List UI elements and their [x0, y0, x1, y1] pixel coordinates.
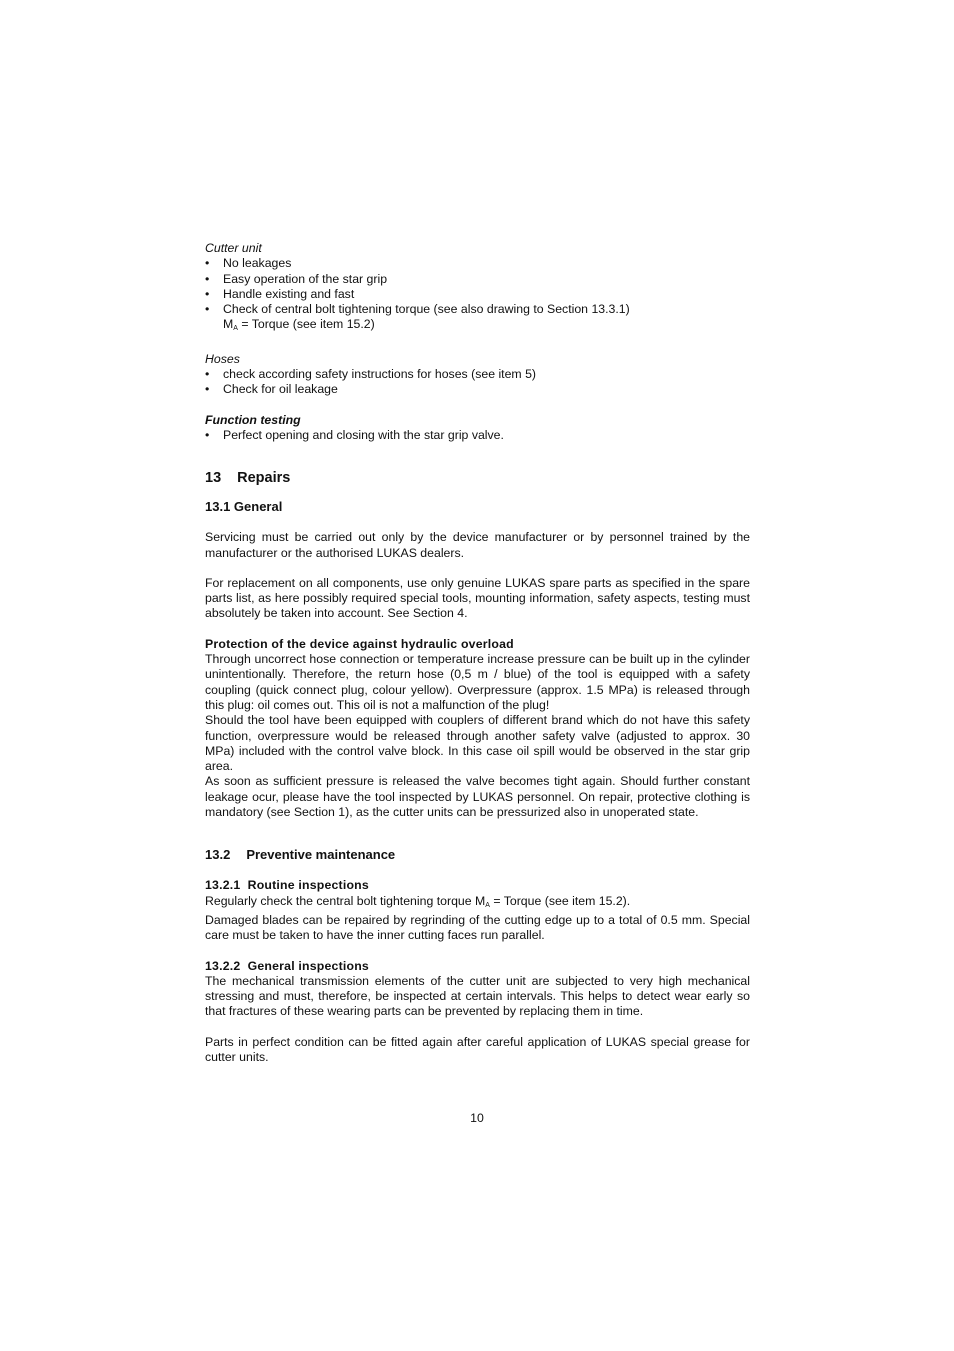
general-inspections-paragraph-1: The mechanical transmission elements of the cutter unit are subjected to very high mechanical stressing and must, therefore, be inspected at certain intervals. This helps to detect wear early so that fractures of these wearing parts can be prevented by replacing them in time. — [205, 973, 750, 1019]
bullet: • — [205, 271, 210, 286]
general-inspections-heading: 13.2.2 General inspections — [205, 958, 369, 973]
torque-note: $M_A$ = Torque (see item 15.2) — [223, 317, 375, 333]
protection-paragraph-3: As soon as sufficient pressure is released the valve becomes tight again. Should further constant leakage ocur, please have the tool inspected by LUKAS personnel. On repair, protective clothing is mandatory (see Section 1), as the cutter units can be pressurized also in unoperated state. — [205, 774, 750, 820]
routine-paragraph-2: Damaged blades can be repaired by regrinding of the cutting edge up to a total of 0.5 mm. Special care must be taken to have the inner cutting faces run parallel. — [205, 912, 750, 943]
general-paragraph-1: Servicing must be carried out only by the device manufacturer or by personnel trained by the manufacturer or the authorised LUKAS dealers. — [205, 530, 750, 560]
protection-heading: Protection of the device against hydraulic overload — [205, 636, 514, 651]
section-13-heading: 13 Repairs — [205, 470, 291, 487]
general-inspections-paragraph-2: Parts in perfect condition can be fitted again after careful application of LUKAS special grease for cutter units. — [205, 1034, 750, 1064]
list-item: • Handle existing and fast — [205, 286, 355, 301]
list-item: • No leakages — [205, 256, 292, 271]
routine-paragraph-1: Regularly check the central bolt tightening torque $M_A$ = Torque (see item 15.2). — [205, 893, 631, 909]
page-number: 10 — [470, 1111, 484, 1125]
bullet: • — [205, 382, 210, 397]
document-body — [205, 241, 750, 1065]
section-13-2-heading: 13.2 Preventive maintenance — [205, 847, 396, 863]
bullet: • — [205, 256, 210, 271]
list-item: • Check of central bolt tightening torque (see also drawing to Section 13.3.1) — [205, 302, 630, 317]
bullet: • — [205, 286, 210, 301]
bullet: • — [205, 427, 210, 442]
cutter-unit-heading: Cutter unit — [205, 241, 262, 255]
list-item: • Perfect opening and closing with the star grip valve. — [205, 427, 504, 442]
hoses-list — [205, 367, 750, 398]
list-item: • check according safety instructions for hoses (see item 5) — [205, 367, 537, 382]
bullet: • — [205, 367, 210, 382]
general-paragraph-2: For replacement on all components, use only genuine LUKAS spare parts as specified in the spare parts list, as here possibly required special tools, mounting information, safety aspects, testing must absolutely be taken into account. See Section 4. — [205, 575, 750, 621]
section-13-1-heading: 13.1 General — [205, 499, 283, 515]
protection-paragraph-1: Through uncorrect hose connection or temperature increase pressure can be built up in the cylinder unintentionally. Therefore, the return hose (0,5 m / blue) of the tool is equipped with a safety coupling (quick connect plug, colour yellow). Overpressure (approx. 1.5 MPa) is released through this plug: oil comes out. This oil is not a malfunction of the plug! — [205, 652, 750, 712]
bullet: • — [205, 302, 210, 317]
protection-paragraph-2: Should the tool have been equipped with couplers of different brand which do not have this safety function, overpressure would be released through another safety valve (adjusted to approx. 30 MPa) included with the control valve block. In this case oil spill would be observed in the star grip area. — [205, 713, 750, 774]
list-item: • Easy operation of the star grip — [205, 271, 388, 286]
function-testing-heading: Function testing — [205, 412, 301, 427]
list-item: • Check for oil leakage — [205, 382, 338, 397]
function-testing-list — [205, 428, 750, 443]
hoses-heading: Hoses — [205, 351, 240, 366]
cutter-unit-list — [205, 256, 750, 317]
routine-inspections-heading: 13.2.1 Routine inspections — [205, 878, 369, 893]
